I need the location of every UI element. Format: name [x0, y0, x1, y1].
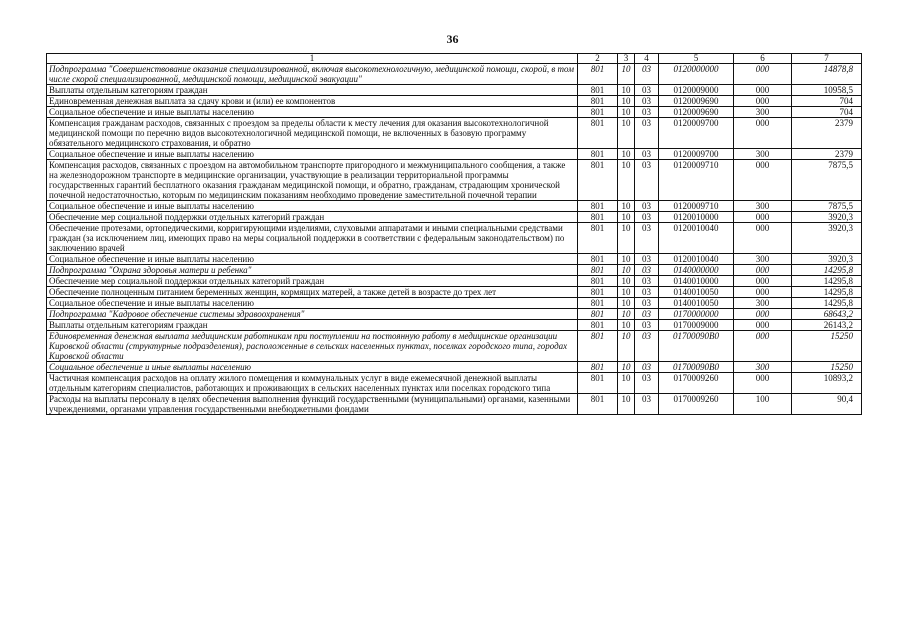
row-expense-type-cell: 000: [734, 96, 792, 107]
row-section-cell: 10: [618, 254, 635, 265]
row-name-cell: Обеспечение протезами, ортопедическими, корригирующими изделиями, слуховыми аппаратами и иными специальными средствами граждан (за исключением лиц, имеющих право на меры социальной поддержки в соответствии с федеральным законодательством) по заключению врачей: [47, 223, 578, 254]
row-name-cell: Расходы на выплаты персоналу в целях обеспечения выполнения функций государственными (муниципальными) органами, казенными учреждениями, органами управления государственными внебюджетными фондами: [47, 394, 578, 415]
row-ministry-code-cell: 801: [578, 96, 618, 107]
row-name-cell: Компенсация расходов, связанных с проездом на автомобильном транспорте пригородного и межмуниципального сообщения, а также на железнодорожном транспорте в медицинские организации, участвующие в реализации территориальной программы государственных гарантий бесплатного оказания гражданам медицинской помощи, и обратно, гражданам, страдающим хронической почечной недостаточностью, которым по медицинским показаниям необходимо проведение заместительной почечной терапии: [47, 160, 578, 201]
row-subsection-cell: 03: [635, 118, 659, 149]
row-name-cell: Социальное обеспечение и иные выплаты населению: [47, 254, 578, 265]
row-ministry-code-cell: 801: [578, 394, 618, 415]
row-ministry-code-cell: 801: [578, 118, 618, 149]
table-row: [47, 118, 862, 149]
budget-table: [46, 53, 862, 415]
row-target-code-cell: 0170009260: [659, 394, 734, 415]
row-ministry-code-cell: 801: [578, 373, 618, 394]
row-expense-type-cell: 000: [734, 331, 792, 362]
column-header: 3: [618, 54, 635, 64]
row-target-code-cell: 01700090В0: [659, 331, 734, 362]
row-subsection-cell: 03: [635, 85, 659, 96]
row-name-cell: Подпрограмма "Совершенствование оказания специализированной, включая высокотехнологичную, медицинской помощи, скорой, в том числе скорой специализированной, медицинской помощи, медицинской эвакуации": [47, 64, 578, 85]
row-target-code-cell: 0120009690: [659, 107, 734, 118]
row-section-cell: 10: [618, 394, 635, 415]
row-subsection-cell: 03: [635, 254, 659, 265]
row-subsection-cell: 03: [635, 276, 659, 287]
row-ministry-code-cell: 801: [578, 212, 618, 223]
row-subsection-cell: 03: [635, 96, 659, 107]
row-subsection-cell: 03: [635, 149, 659, 160]
row-target-code-cell: 0120010040: [659, 223, 734, 254]
row-section-cell: 10: [618, 212, 635, 223]
row-target-code-cell: 0170000000: [659, 309, 734, 320]
row-target-code-cell: 0120009700: [659, 149, 734, 160]
table-row: [47, 201, 862, 212]
row-section-cell: 10: [618, 223, 635, 254]
row-name-cell: Обеспечение мер социальной поддержки отдельных категорий граждан: [47, 276, 578, 287]
table-row: [47, 276, 862, 287]
table-row: [47, 223, 862, 254]
table-row: [47, 320, 862, 331]
row-target-code-cell: 0120009000: [659, 85, 734, 96]
row-amount-cell: 704: [792, 96, 862, 107]
row-amount-cell: 704: [792, 107, 862, 118]
column-header: 1: [47, 54, 578, 64]
row-ministry-code-cell: 801: [578, 309, 618, 320]
table-row: [47, 107, 862, 118]
row-expense-type-cell: 300: [734, 362, 792, 373]
row-expense-type-cell: 000: [734, 160, 792, 201]
header-row: [47, 54, 862, 64]
table-row: [47, 96, 862, 107]
row-expense-type-cell: 300: [734, 254, 792, 265]
row-expense-type-cell: 000: [734, 276, 792, 287]
table-row: [47, 362, 862, 373]
row-ministry-code-cell: 801: [578, 287, 618, 298]
row-expense-type-cell: 000: [734, 265, 792, 276]
column-header: 4: [635, 54, 659, 64]
row-expense-type-cell: 000: [734, 118, 792, 149]
row-name-cell: Социальное обеспечение и иные выплаты населению: [47, 201, 578, 212]
row-target-code-cell: 0140010050: [659, 298, 734, 309]
row-amount-cell: 3920,3: [792, 212, 862, 223]
row-expense-type-cell: 000: [734, 223, 792, 254]
row-amount-cell: 10958,5: [792, 85, 862, 96]
table-row: [47, 85, 862, 96]
table-row: [47, 331, 862, 362]
row-amount-cell: 14295,8: [792, 298, 862, 309]
row-ministry-code-cell: 801: [578, 107, 618, 118]
row-ministry-code-cell: 801: [578, 331, 618, 362]
row-amount-cell: 10893,2: [792, 373, 862, 394]
row-section-cell: 10: [618, 320, 635, 331]
row-amount-cell: 68643,2: [792, 309, 862, 320]
table-row: [47, 160, 862, 201]
column-header: 2: [578, 54, 618, 64]
table-row: [47, 64, 862, 85]
row-subsection-cell: 03: [635, 373, 659, 394]
row-amount-cell: 2379: [792, 118, 862, 149]
row-name-cell: Социальное обеспечение и иные выплаты населению: [47, 362, 578, 373]
table-row: [47, 265, 862, 276]
row-amount-cell: 14295,8: [792, 265, 862, 276]
row-amount-cell: 2379: [792, 149, 862, 160]
row-expense-type-cell: 000: [734, 64, 792, 85]
table-row: [47, 287, 862, 298]
row-subsection-cell: 03: [635, 309, 659, 320]
row-ministry-code-cell: 801: [578, 276, 618, 287]
row-section-cell: 10: [618, 265, 635, 276]
row-name-cell: Социальное обеспечение и иные выплаты населению: [47, 298, 578, 309]
row-expense-type-cell: 000: [734, 212, 792, 223]
row-section-cell: 10: [618, 287, 635, 298]
row-subsection-cell: 03: [635, 160, 659, 201]
row-amount-cell: 26143,2: [792, 320, 862, 331]
row-name-cell: Социальное обеспечение и иные выплаты населению: [47, 149, 578, 160]
row-name-cell: Компенсация гражданам расходов, связанных с проездом за пределы области к месту лечения для оказания высокотехнологичной медицинской помощи по перечню видов высокотехнологичной медицинской помощи, не включенных в базовую программу обязательного медицинского страхования, и обратно: [47, 118, 578, 149]
row-subsection-cell: 03: [635, 265, 659, 276]
row-target-code-cell: 0120009700: [659, 118, 734, 149]
row-amount-cell: 15250: [792, 362, 862, 373]
row-section-cell: 10: [618, 160, 635, 201]
row-ministry-code-cell: 801: [578, 320, 618, 331]
table-row: [47, 254, 862, 265]
row-amount-cell: 14295,8: [792, 287, 862, 298]
row-ministry-code-cell: 801: [578, 298, 618, 309]
row-ministry-code-cell: 801: [578, 64, 618, 85]
row-expense-type-cell: 000: [734, 320, 792, 331]
row-subsection-cell: 03: [635, 223, 659, 254]
row-name-cell: Обеспечение мер социальной поддержки отдельных категорий граждан: [47, 212, 578, 223]
row-section-cell: 10: [618, 85, 635, 96]
row-ministry-code-cell: 801: [578, 85, 618, 96]
row-target-code-cell: 0120009690: [659, 96, 734, 107]
row-target-code-cell: 0120000000: [659, 64, 734, 85]
row-ministry-code-cell: 801: [578, 362, 618, 373]
row-section-cell: 10: [618, 201, 635, 212]
row-amount-cell: 14878,8: [792, 64, 862, 85]
row-ministry-code-cell: 801: [578, 201, 618, 212]
row-section-cell: 10: [618, 298, 635, 309]
row-name-cell: Частичная компенсация расходов на оплату жилого помещения и коммунальных услуг в виде ежемесячной денежной выплаты отдельным категориям специалистов, работающих и проживающих в сельских населенных пунктах или поселках городского типа: [47, 373, 578, 394]
row-subsection-cell: 03: [635, 201, 659, 212]
row-target-code-cell: 0140010000: [659, 276, 734, 287]
row-amount-cell: 3920,3: [792, 223, 862, 254]
row-expense-type-cell: 000: [734, 287, 792, 298]
row-section-cell: 10: [618, 362, 635, 373]
table-row: [47, 309, 862, 320]
row-ministry-code-cell: 801: [578, 265, 618, 276]
row-target-code-cell: 0140010050: [659, 287, 734, 298]
table-row: [47, 212, 862, 223]
row-name-cell: Обеспечение полноценным питанием беременных женщин, кормящих матерей, а также детей в возрасте до трех лет: [47, 287, 578, 298]
row-target-code-cell: 0120010040: [659, 254, 734, 265]
page-number: 36: [446, 32, 459, 46]
row-expense-type-cell: 300: [734, 298, 792, 309]
row-amount-cell: 14295,8: [792, 276, 862, 287]
row-section-cell: 10: [618, 118, 635, 149]
row-subsection-cell: 03: [635, 362, 659, 373]
row-subsection-cell: 03: [635, 107, 659, 118]
column-header: 7: [792, 54, 862, 64]
column-header: 6: [734, 54, 792, 64]
column-header: 5: [659, 54, 734, 64]
table-row: [47, 149, 862, 160]
row-expense-type-cell: 300: [734, 149, 792, 160]
row-section-cell: 10: [618, 96, 635, 107]
table-row: [47, 394, 862, 415]
table-row: [47, 298, 862, 309]
row-amount-cell: 15250: [792, 331, 862, 362]
row-subsection-cell: 03: [635, 331, 659, 362]
row-section-cell: 10: [618, 373, 635, 394]
table-row: [47, 373, 862, 394]
row-target-code-cell: 0140000000: [659, 265, 734, 276]
row-target-code-cell: 0170009000: [659, 320, 734, 331]
row-target-code-cell: 0120009710: [659, 201, 734, 212]
row-subsection-cell: 03: [635, 64, 659, 85]
row-expense-type-cell: 300: [734, 107, 792, 118]
row-amount-cell: 7875,5: [792, 160, 862, 201]
row-subsection-cell: 03: [635, 287, 659, 298]
row-ministry-code-cell: 801: [578, 254, 618, 265]
row-subsection-cell: 03: [635, 320, 659, 331]
row-ministry-code-cell: 801: [578, 160, 618, 201]
row-ministry-code-cell: 801: [578, 223, 618, 254]
row-ministry-code-cell: 801: [578, 149, 618, 160]
row-name-cell: Подпрограмма "Кадровое обеспечение системы здравоохранения": [47, 309, 578, 320]
row-section-cell: 10: [618, 331, 635, 362]
row-expense-type-cell: 100: [734, 394, 792, 415]
row-name-cell: Социальное обеспечение и иные выплаты населению: [47, 107, 578, 118]
row-expense-type-cell: 000: [734, 309, 792, 320]
row-section-cell: 10: [618, 149, 635, 160]
row-target-code-cell: 0120009710: [659, 160, 734, 201]
row-amount-cell: 7875,5: [792, 201, 862, 212]
row-target-code-cell: 0170009260: [659, 373, 734, 394]
row-section-cell: 10: [618, 107, 635, 118]
row-target-code-cell: 01700090В0: [659, 362, 734, 373]
row-subsection-cell: 03: [635, 394, 659, 415]
row-name-cell: Единовременная денежная выплата медицинским работникам при поступлении на постоянную работу в медицинские организации Кировской области (структурные подразделения), расположенные в сельских населенных пунктах, поселках городского типа, городах Кировской области: [47, 331, 578, 362]
row-section-cell: 10: [618, 64, 635, 85]
row-expense-type-cell: 000: [734, 373, 792, 394]
row-name-cell: Единовременная денежная выплата за сдачу крови и (или) ее компонентов: [47, 96, 578, 107]
row-expense-type-cell: 000: [734, 85, 792, 96]
row-subsection-cell: 03: [635, 298, 659, 309]
row-section-cell: 10: [618, 309, 635, 320]
row-subsection-cell: 03: [635, 212, 659, 223]
row-section-cell: 10: [618, 276, 635, 287]
row-target-code-cell: 0120010000: [659, 212, 734, 223]
row-name-cell: Выплаты отдельным категориям граждан: [47, 320, 578, 331]
row-amount-cell: 3920,3: [792, 254, 862, 265]
row-name-cell: Подпрограмма "Охрана здоровья матери и ребенка": [47, 265, 578, 276]
row-name-cell: Выплаты отдельным категориям граждан: [47, 85, 578, 96]
row-expense-type-cell: 300: [734, 201, 792, 212]
row-amount-cell: 90,4: [792, 394, 862, 415]
